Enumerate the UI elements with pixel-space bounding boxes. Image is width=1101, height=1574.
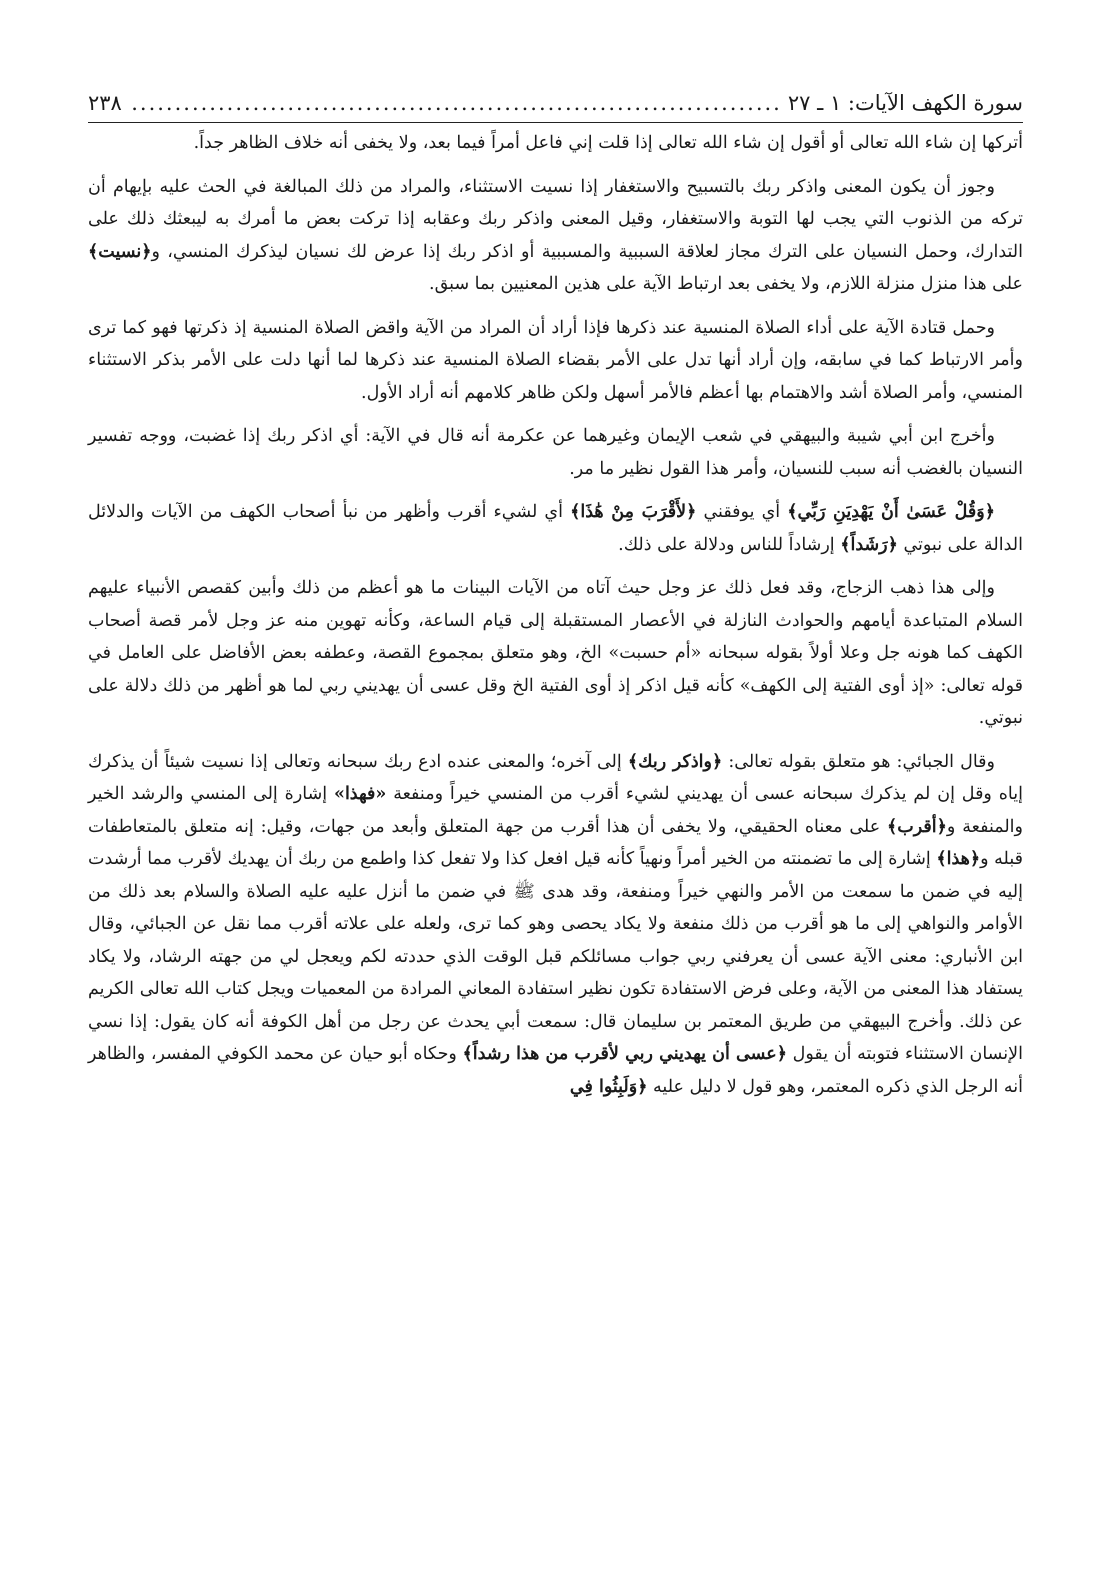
paragraph — [88, 496, 1023, 561]
page-number: ٢٣٨ — [88, 91, 122, 115]
text-segment: إشارة إلى المنسي والرشد الخير والمنفعة و — [88, 784, 1023, 837]
paragraph — [88, 420, 1023, 485]
document-page — [88, 88, 1023, 1114]
quran-quote: ﴿نسيت﴾ — [88, 241, 152, 262]
text-segment: وإلى هذا ذهب الزجاج، وقد فعل ذلك عز وجل حيث آتاه من الآيات البينات ما هو أعظم من ذلك وأبين كقصص الأنبياء عليهم السلام المتباعدة أيامهم والحوادث النازلة في الأعصار المستقبلة إلى قيام الساعة، وكأنه تهوين منه عز وجل لأمر قصة أصحاب الكهف كما هونه جل وعلا أولاً بقوله سبحانه «أم حسبت» الخ، وهو متعلق بمجموع القصة، وعطفه بعض الأفاضل على العامل في قوله تعالى: «إذ أوى الفتية إلى الكهف» كأنه قيل اذكر إذ أوى الفتية الخ وقل عسى أن يهديني ربي لما هو أظهر من ذلك دلالة على نبوتي. — [88, 578, 1023, 728]
text-segment: على معناه الحقيقي، ولا يخفى أن هذا أقرب من جهة المتعلق وأبعد من جهات، وقيل: إنه متعلق بالمتعاطفات قبله و — [88, 816, 1023, 869]
text-segment: وقال الجبائي: هو متعلق بقوله تعالى: — [722, 751, 995, 772]
text-segment: إلى آخره؛ والمعنى عنده ادع ربك سبحانه وتعالى إذا نسيت شيئاً أن يذكرك إياه وقل إن لم يذكرك سبحانه عسى أن يهديني لشيء أقرب من المنسي خيراً ومنفعة — [88, 751, 1023, 804]
text-segment: إشارة إلى ما تضمنته من الخير أمراً ونهياً كأنه قيل افعل كذا ولا تفعل كذا واطمع من ربك أن يهديك لأقرب مما أرشدت إليه في ضمن ما سمعت من الأمر والنهي خيراً ومنفعة، وقد هدى ﷺ في ضمن ما أنزل عليه عليه الصلاة والسلام بعد ذلك من الأوامر والنواهي إلى ما هو أقرب من ذلك منفعة ولا يكاد يحصى وهو كما ترى، ولعله على علاته أقرب مما نقل عن الجبائي، وقال ابن الأنباري: معنى الآية عسى أن يعرفني ربي جواب مسائلكم قبل الوقت الذي حددته لكم ويعجل لي من جهته الرشاد، ولا يكاد يستفاد هذا المعنى من الآية، وعلى فرض الاستفادة تكون نظير استفادة المعاني المرادة من المعميات ويجل كتاب الله تعالى الكريم عن ذلك. وأخرج البيهقي من طريق المعتمر بن سليمان قال: سمعت أبي يحدث عن رجل من أهل الكوفة أنه كان يقول: إذا نسي الإنسان الاستثناء فتوبته أن يقول — [88, 849, 1024, 1064]
text-segment: أتركها إن شاء الله تعالى أو أقول إن شاء الله تعالى إذا قلت إني فاعل أمراً فيما بعد، ولا يخفى أنه خلاف الظاهر جداً. — [193, 133, 1023, 153]
text-segment: وحمل قتادة الآية على أداء الصلاة المنسية عند ذكرها فإذا أراد أن المراد من الآية واقض الصلاة المنسية إذ ذكرتها فهو كما ترى وأمر الارتباط كما في سابقه، وإن أراد أنها تدل على الأمر بقضاء الصلاة المنسية عند ذكرها لما أنها دلت على الأمر بذكر الاستثناء المنسي، وأمر الصلاة أشد والاهتمام بها أعظم فالأمر أسهل ولكن ظاهر كلامهم أنه أراد الأول. — [88, 317, 1023, 403]
text-segment: وأخرج ابن أبي شيبة والبيهقي في شعب الإيمان وغيرهما عن عكرمة أنه قال في الآية: أي اذكر ربك إذا غضبت، ووجه تفسير النسيان بالغضب أنه سبب للنسيان، وأمر هذا القول نظير ما مر. — [88, 426, 1023, 479]
paragraph — [88, 572, 1023, 735]
text-segment: وجوز أن يكون المعنى واذكر ربك بالتسبيح والاستغفار إذا نسيت الاستثناء، والمراد من ذلك المبالغة في الحث عليه بإيهام أن تركه من الذنوب التي يجب لها التوبة والاستغفار، وقيل المعنى واذكر ربك وعقابه إذا تركت بعض ما أمرك به ليبعثك ذلك على التدارك، وحمل النسيان على الترك مجاز لعلاقة السببية والمسببية أو اذكر ربك إذا عرض لك نسيان ليذكرك المنسي، و — [88, 176, 1023, 262]
quran-quote: ﴿واذكر ربك﴾ — [627, 751, 723, 772]
paragraph — [88, 127, 1023, 160]
quran-quote: ﴿وَقُلْ عَسَىٰ أَنْ يَهْدِيَنِ رَبِّي﴾ — [787, 502, 995, 522]
running-header — [88, 88, 1023, 123]
text-segment: وحكاه أبو حيان عن محمد الكوفي المفسر، والظاهر أنه الرجل الذي ذكره المعتمر، وهو قول لا دليل عليه — [88, 1044, 1023, 1097]
text-segment: إرشاداً للناس ودلالة على ذلك. — [618, 534, 841, 555]
quran-quote: ﴿لأَقْرَبَ مِنْ هَٰذَا﴾ — [570, 502, 697, 522]
quran-quote: «فهذا» — [334, 784, 387, 804]
quran-quote: ﴿أقرب﴾ — [887, 816, 947, 837]
text-segment: على هذا منزل منزلة اللازم، ولا يخفى بعد ارتباط الآية على هذين المعنيين بما سبق. — [429, 274, 1023, 294]
header-title: سورة الكهف الآيات: ١ ـ ٢٧ — [787, 91, 1023, 115]
quran-quote: ﴿وَلَبِثُوا فِي — [569, 1076, 648, 1097]
header-dot-leader — [128, 88, 782, 118]
text-segment: أي يوفقني — [696, 502, 788, 522]
paragraph — [88, 312, 1023, 410]
paragraph — [88, 171, 1023, 301]
text-segment: أي لشيء أقرب وأظهر من نبأ أصحاب الكهف من الآيات والدلائل الدالة على نبوتي — [88, 502, 1023, 555]
body-text — [88, 127, 1023, 1103]
paragraph — [88, 746, 1023, 1104]
quran-quote: ﴿هذا﴾ — [936, 849, 981, 869]
quran-quote: ﴿عسى أن يهديني ربي لأقرب من هذا رشداً﴾ — [462, 1044, 787, 1064]
quran-quote: ﴿رَشَداً﴾ — [840, 534, 898, 555]
